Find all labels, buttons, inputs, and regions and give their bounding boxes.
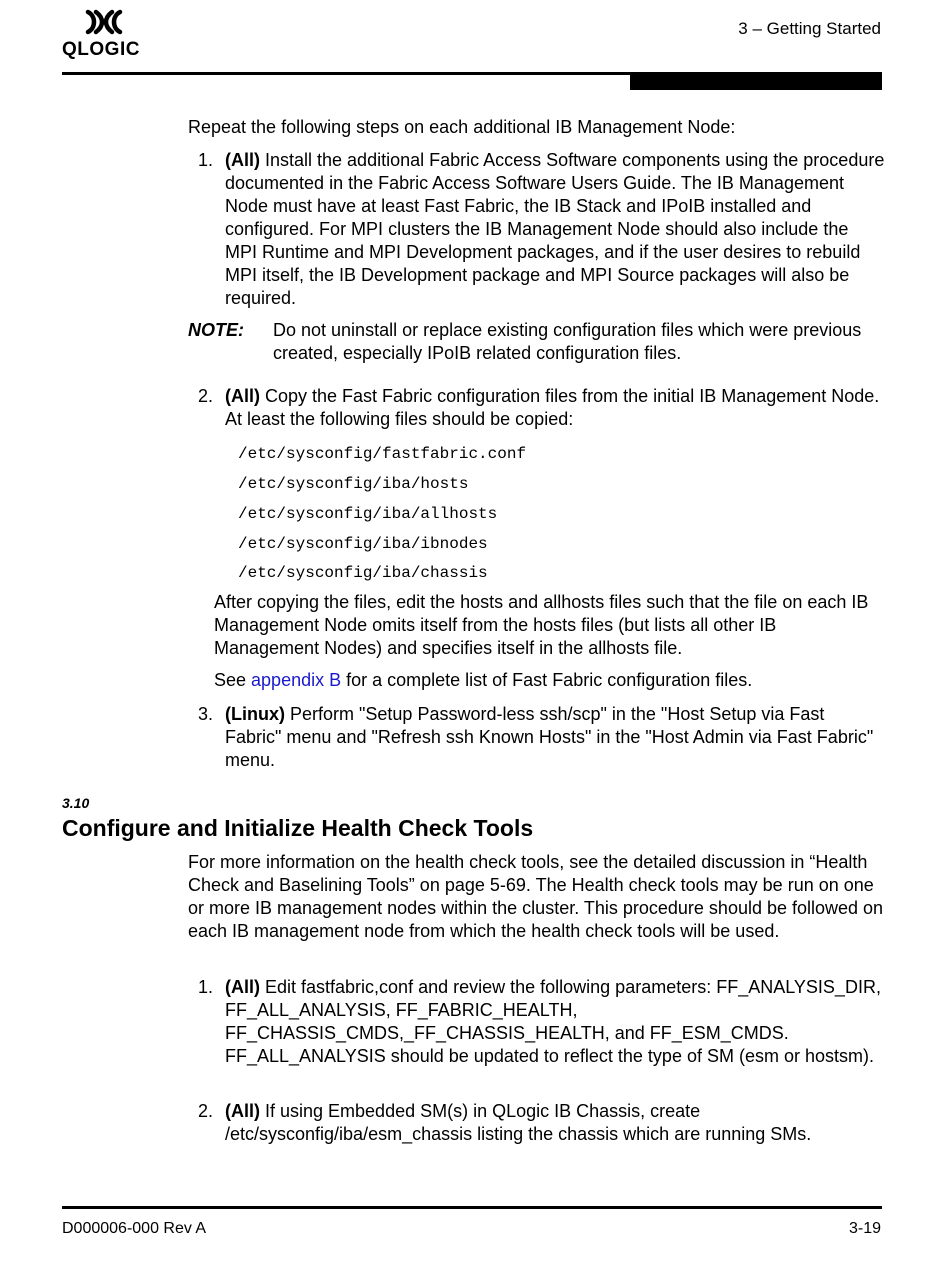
page-number: 3-19: [848, 1220, 881, 1237]
see-appendix-paragraph: [214, 669, 886, 692]
file-path: /etc/sysconfig/iba/allhosts: [238, 505, 498, 523]
step-body: If using Embedded SM(s) in QLogic IB Chassis, create /etc/sysconfig/iba/esm_chassis listing the chassis which are running SMs.: [225, 1101, 812, 1144]
qlogic-logo-icon: [82, 8, 126, 36]
step-number: 1.: [198, 150, 214, 170]
step-tag: (All): [225, 977, 260, 997]
step-number: 2.: [198, 386, 214, 406]
file-path: /etc/sysconfig/iba/ibnodes: [238, 535, 488, 553]
step-body: Copy the Fast Fabric configuration files from the initial IB Management Node. At least the following files should be copied:: [225, 386, 880, 429]
document-id: D000006-000 Rev A: [62, 1220, 207, 1237]
step-body: Install the additional Fabric Access Software components using the procedure documented in the Fabric Access Software Users Guide. The IB Management Node must have at least Fast Fabric, the IB Stack and IPoIB installed and configured. For MPI clusters the IB Management Node should also include the MPI Runtime and MPI Development packages, and if the user desires to rebuild MPI itself, the IB Development package and MPI Source packages will also be required.: [225, 150, 885, 308]
header-bar: [630, 72, 882, 90]
section-title: Configure and Initialize Health Check Tools: [62, 815, 534, 841]
section-intro: For more information on the health check tools, see the detailed discussion in “Health Check and Baselining Tools” on page 5-69. The Health check tools may be run on one or more IB management nodes within the cluster. This procedure should be followed on each IB management node from which the health check tools will be used.: [188, 852, 884, 941]
step-number: 1.: [198, 977, 214, 997]
appendix-b-link[interactable]: appendix B: [251, 670, 342, 690]
file-path: /etc/sysconfig/fastfabric.conf: [238, 445, 527, 463]
section-step-1-text: [225, 976, 885, 1068]
chapter-title: 3 – Getting Started: [738, 19, 881, 38]
step-tag: (All): [225, 150, 260, 170]
step-tag: (Linux): [225, 704, 285, 724]
step-tag: (All): [225, 1101, 260, 1121]
step-tag: (All): [225, 386, 260, 406]
file-path: /etc/sysconfig/iba/chassis: [238, 564, 488, 582]
step-number: 2.: [198, 1101, 214, 1121]
section-step-2-text: [225, 1100, 885, 1146]
note-text: Do not uninstall or replace existing configuration files which were previous created, especially IPoIB related configuration files.: [273, 320, 862, 363]
footer-rule: [62, 1206, 882, 1209]
step-body: Edit fastfabric,conf and review the following parameters: FF_ANALYSIS_DIR, FF_ALL_ANALYSIS, FF_FABRIC_HEALTH, FF_CHASSIS_CMDS,_FF_CHASSIS_HEALTH, and FF_ESM_CMDS. FF_ALL_ANALYSIS should be updated to reflect the type of SM (esm or hostsm).: [225, 977, 881, 1066]
section-number: 3.10: [62, 795, 90, 811]
file-path: /etc/sysconfig/iba/hosts: [238, 475, 469, 493]
see-suffix: for a complete list of Fast Fabric configuration files.: [341, 670, 753, 690]
logo-text: QLOGIC: [62, 39, 140, 60]
step-3-text: [225, 703, 885, 772]
note-label: NOTE:: [188, 320, 244, 340]
step-body: Perform "Setup Password-less ssh/scp" in the "Host Setup via Fast Fabric" menu and "Refresh ssh Known Hosts" in the "Host Admin via Fast Fabric" menu.: [225, 704, 874, 770]
step-2-text: [225, 385, 885, 431]
after-copy-paragraph: After copying the files, edit the hosts and allhosts files such that the file on each IB Management Node omits itself from the hosts files (but lists all other IB Management Nodes) and specifies itself in the allhosts file.: [214, 592, 869, 658]
qlogic-logo: [62, 8, 152, 62]
see-prefix: See: [214, 670, 252, 690]
step-1-text: [225, 149, 885, 310]
intro-paragraph: Repeat the following steps on each additional IB Management Node:: [188, 117, 736, 137]
step-number: 3.: [198, 704, 214, 724]
